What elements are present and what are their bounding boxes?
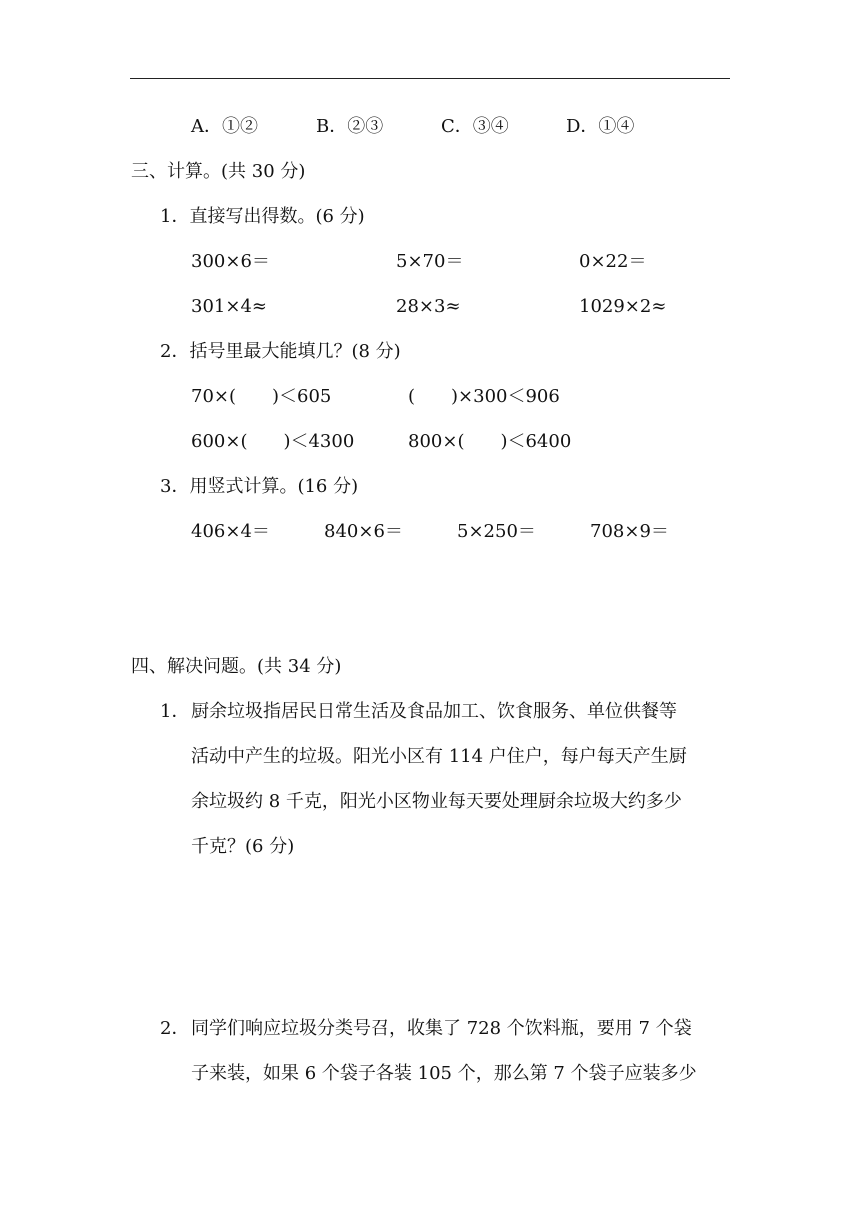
q2-item: ( )×300＜906 xyxy=(408,386,560,407)
header-rule xyxy=(130,78,730,79)
option-d: D．①④ xyxy=(566,116,635,137)
problem1-number: 1． xyxy=(160,701,190,722)
problem2-line: 子来装，如果 6 个袋子各装 105 个，那么第 7 个袋子应装多少 xyxy=(191,1063,697,1084)
q3-item: 708×9＝ xyxy=(590,521,669,542)
problem1-line: 千克？(6 分) xyxy=(191,836,295,857)
option-a: A．①② xyxy=(191,116,258,137)
q3-item: 406×4＝ xyxy=(191,521,270,542)
q2-item: 600×( )＜4300 xyxy=(191,431,355,452)
q3-item: 840×6＝ xyxy=(324,521,403,542)
q2-title: 2．括号里最大能填几？(8 分) xyxy=(160,341,401,362)
q1-title: 1．直接写出得数。(6 分) xyxy=(160,206,365,227)
q1-item: 1029×2≈ xyxy=(579,296,667,317)
option-c: C．③④ xyxy=(441,116,509,137)
problem1-line: 活动中产生的垃圾。阳光小区有 114 户住户，每户每天产生厨 xyxy=(191,746,687,767)
q1-item: 0×22＝ xyxy=(579,251,647,272)
q1-item: 28×3≈ xyxy=(396,296,461,317)
section3-heading: 三、计算。(共 30 分) xyxy=(131,161,306,182)
q3-item: 5×250＝ xyxy=(457,521,536,542)
problem1-text xyxy=(191,689,736,869)
option-b: B．②③ xyxy=(316,116,384,137)
q2-item: 800×( )＜6400 xyxy=(408,431,572,452)
problem2-text xyxy=(191,1006,736,1096)
problem2-number: 2． xyxy=(160,1018,190,1039)
section4-heading: 四、解决问题。(共 34 分) xyxy=(131,656,342,677)
q1-item: 300×6＝ xyxy=(191,251,270,272)
q1-item: 301×4≈ xyxy=(191,296,267,317)
q1-item: 5×70＝ xyxy=(396,251,464,272)
problem2-line: 同学们响应垃圾分类号召，收集了 728 个饮料瓶，要用 7 个袋 xyxy=(191,1018,692,1039)
problem1-line: 厨余垃圾指居民日常生活及食品加工、饮食服务、单位供餐等 xyxy=(191,701,677,722)
q2-item: 70×( )＜605 xyxy=(191,386,332,407)
q3-title: 3．用竖式计算。(16 分) xyxy=(160,476,359,497)
problem1-line: 余垃圾约 8 千克，阳光小区物业每天要处理厨余垃圾大约多少 xyxy=(191,791,682,812)
